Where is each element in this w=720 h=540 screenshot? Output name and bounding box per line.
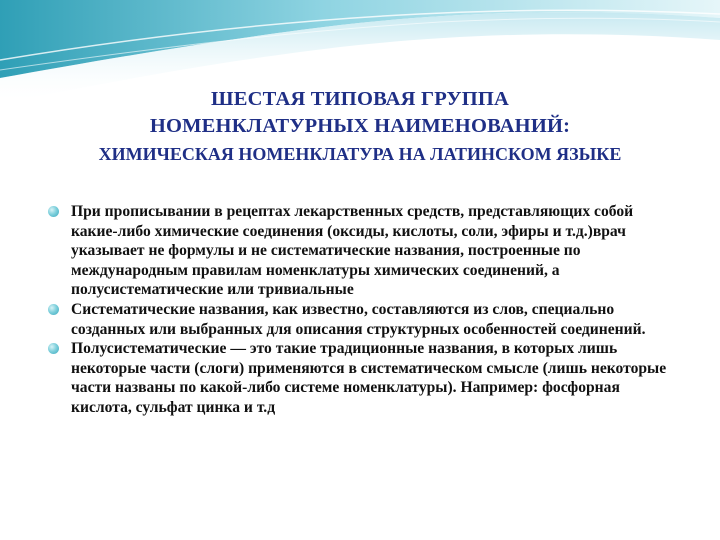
bullet-text: Систематические названия, как известно, составляются из слов, специально созданных или выбранных для описания структурных особенностей соединений. xyxy=(71,300,646,338)
bullet-item xyxy=(46,339,671,417)
bullet-list xyxy=(46,202,671,418)
bullet-text: При прописывании в рецептах лекарственных средств, представляющих собой какие-либо химические соединения (оксиды, кислоты, соли, эфиры и т.д.)врач указывает не формулы и не систематические названия, построенные по международным правилам номенклатуры химических соединений, а полусистематические или тривиальные xyxy=(71,203,634,299)
bullet-text: Полусистематические — это такие традиционные названия, в которых лишь некоторые части (слоги) применяются в систематическом смысле (лишь некоторые части названы по какой-либо системе номенклатуры). Например: фосфорная кислота, сульфат цинка и т.д xyxy=(71,340,667,416)
bullet-item xyxy=(46,300,671,339)
title-line-2: НОМЕНКЛАТУРНЫХ НАИМЕНОВАНИЙ: xyxy=(149,115,571,137)
bullet-dot-icon xyxy=(48,206,59,217)
bullet-dot-icon xyxy=(48,343,59,354)
title-line-1: ШЕСТАЯ ТИПОВАЯ ГРУППА xyxy=(211,88,509,110)
bullet-dot-icon xyxy=(48,304,59,315)
slide-subtitle: ХИМИЧЕСКАЯ НОМЕНКЛАТУРА НА ЛАТИНСКОМ ЯЗЫКЕ xyxy=(98,144,622,164)
bullet-item xyxy=(46,202,671,300)
slide-title xyxy=(0,86,720,140)
